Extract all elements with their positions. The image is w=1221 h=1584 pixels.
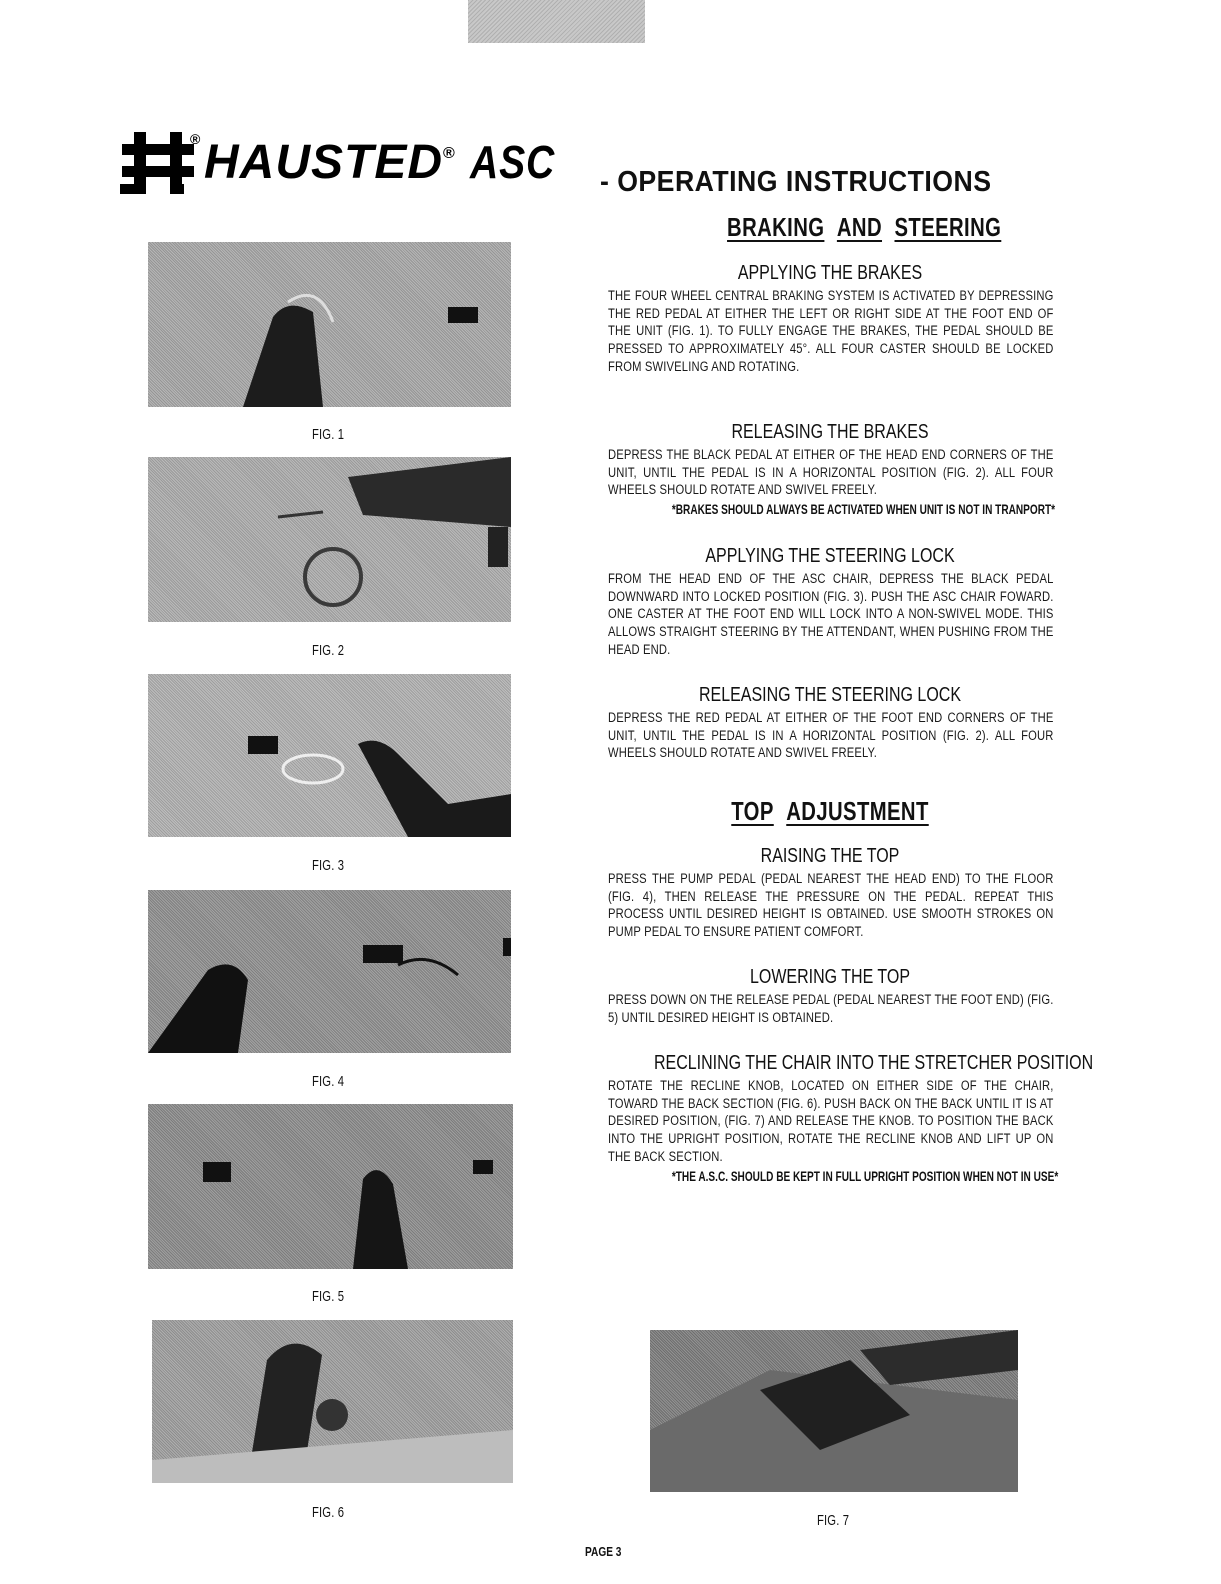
figure-4-photo — [148, 890, 511, 1053]
subsection-text: FROM THE HEAD END OF THE ASC CHAIR, DEPRESS THE BLACK PEDAL DOWNWARD INTO LOCKED POSITION (FIG. 3). PUSH THE ASC CHAIR FOWARD. ONE CASTER AT THE FOOT END WILL LOCK INTO A NON-SWIVEL MODE. THIS ALLOWS STRAIGHT STEERING BY THE ATTENDANT, WHEN PUSHING FROM THE HEAD END. — [608, 571, 1054, 658]
pedal-photo-icon — [148, 242, 511, 407]
pedal-photo-icon — [148, 674, 511, 837]
pedal-photo-icon — [148, 457, 511, 622]
figure-5-photo — [148, 1104, 513, 1269]
chair-knob-photo-icon — [152, 1320, 513, 1483]
figure-2-photo — [148, 457, 511, 622]
figure-caption: FIG. 1 — [312, 426, 345, 443]
logo-registered-mark: ® — [190, 131, 201, 147]
warning-note: *BRAKES SHOULD ALWAYS BE ACTIVATED WHEN UNIT IS NOT IN TRANPORT* — [671, 501, 1056, 517]
chair-back-photo-icon — [650, 1330, 1018, 1492]
figure-7-photo — [650, 1330, 1018, 1492]
warning-note: *THE A.S.C. SHOULD BE KEPT IN FULL UPRIGHT POSITION WHEN NOT IN USE* — [671, 1168, 1059, 1184]
hausted-logo — [120, 128, 570, 198]
subsection-title: RELEASING THE STEERING LOCK — [699, 684, 961, 706]
subsection-text: THE FOUR WHEEL CENTRAL BRAKING SYSTEM IS ACTIVATED BY DEPRESSING THE RED PEDAL AT EITHER THE LEFT OR RIGHT SIDE AT THE FOOT END OF THE UNIT (FIG. 1). TO FULLY ENGAGE THE BRAKES, THE PEDAL SHOULD BE PRESSED TO APPROXIMATELY 45°. ALL FOUR CASTER SHOULD BE LOCKED FROM SWIVELING AND ROTATING. — [608, 288, 1054, 375]
pedal-photo-icon — [148, 890, 511, 1053]
subsection-title: RELEASING THE BRAKES — [731, 421, 929, 443]
page-title: - OPERATING INSTRUCTIONS — [600, 166, 992, 198]
figure-caption: FIG. 5 — [312, 1288, 345, 1305]
section-heading-braking-steering — [721, 212, 1002, 243]
hausted-logo-icon — [120, 128, 204, 194]
figure-caption: FIG. 6 — [312, 1504, 345, 1521]
figure-caption: FIG. 2 — [312, 642, 345, 659]
figure-1-photo — [148, 242, 511, 407]
subsection-title: APPLYING THE BRAKES — [737, 262, 923, 284]
figure-3-photo — [148, 674, 511, 837]
heading-word: AND — [836, 212, 883, 242]
subsection-text: PRESS THE PUMP PEDAL (PEDAL NEAREST THE HEAD END) TO THE FLOOR (FIG. 4), THEN RELEASE THE PRESSURE ON THE PEDAL. REPEAT THIS PROCESS UNTIL DESIRED HEIGHT IS OBTAINED. USE SMOOTH STROKES ON PUMP PEDAL TO ENSURE PATIENT COMFORT. — [608, 871, 1054, 941]
figure-caption: FIG. 4 — [312, 1073, 345, 1090]
brand-suffix: ASC — [469, 136, 555, 188]
heading-word: ADJUSTMENT — [786, 796, 929, 826]
heading-word: BRAKING — [727, 212, 825, 242]
subsection-text: PRESS DOWN ON THE RELEASE PEDAL (PEDAL NEAREST THE FOOT END) (FIG. 5) UNTIL DESIRED HEIGHT IS OBTAINED. — [608, 992, 1054, 1026]
section-heading-top-adjustment — [721, 796, 939, 827]
figure-caption: FIG. 3 — [312, 857, 345, 874]
brand-text: HAUSTED — [204, 136, 444, 189]
heading-word: TOP — [731, 796, 774, 826]
brand-name — [204, 134, 570, 191]
subsection-title: RECLINING THE CHAIR INTO THE STRETCHER POSITION — [654, 1052, 1094, 1074]
scan-artifact — [468, 0, 645, 43]
subsection-text: DEPRESS THE RED PEDAL AT EITHER OF THE FOOT END CORNERS OF THE UNIT, UNTIL THE PEDAL IS IN A HORIZONTAL POSITION (FIG. 2). ALL FOUR WHEELS SHOULD ROTATE AND SWIVEL FREELY. — [608, 710, 1054, 762]
subsection-title: RAISING THE TOP — [760, 845, 900, 867]
figure-caption: FIG. 7 — [817, 1512, 850, 1529]
subsection-text: DEPRESS THE BLACK PEDAL AT EITHER OF THE HEAD END CORNERS OF THE UNIT, UNTIL THE PEDAL IS IN A HORIZONTAL POSITION (FIG. 2). ALL FOUR WHEELS SHOULD ROTATE AND SWIVEL FREELY. — [608, 447, 1054, 499]
page-number: PAGE 3 — [585, 1544, 622, 1559]
subsection-text: ROTATE THE RECLINE KNOB, LOCATED ON EITHER SIDE OF THE CHAIR, TOWARD THE BACK SECTION (FIG. 6). PUSH BACK ON THE BACK UNTIL IT IS AT DESIRED POSITION, (FIG. 7) AND RELEASE THE KNOB. TO POSITION THE BACK INTO THE UPRIGHT POSITION, ROTATE THE RECLINE KNOB AND LIFT UP ON THE BACK SECTION. — [608, 1078, 1054, 1165]
figure-6-photo — [152, 1320, 513, 1483]
heading-word: STEERING — [894, 212, 1002, 242]
subsection-title: APPLYING THE STEERING LOCK — [705, 545, 955, 567]
subsection-title: LOWERING THE TOP — [749, 966, 911, 988]
brand-registered-mark: ® — [443, 145, 456, 162]
pedal-photo-icon — [148, 1104, 513, 1269]
